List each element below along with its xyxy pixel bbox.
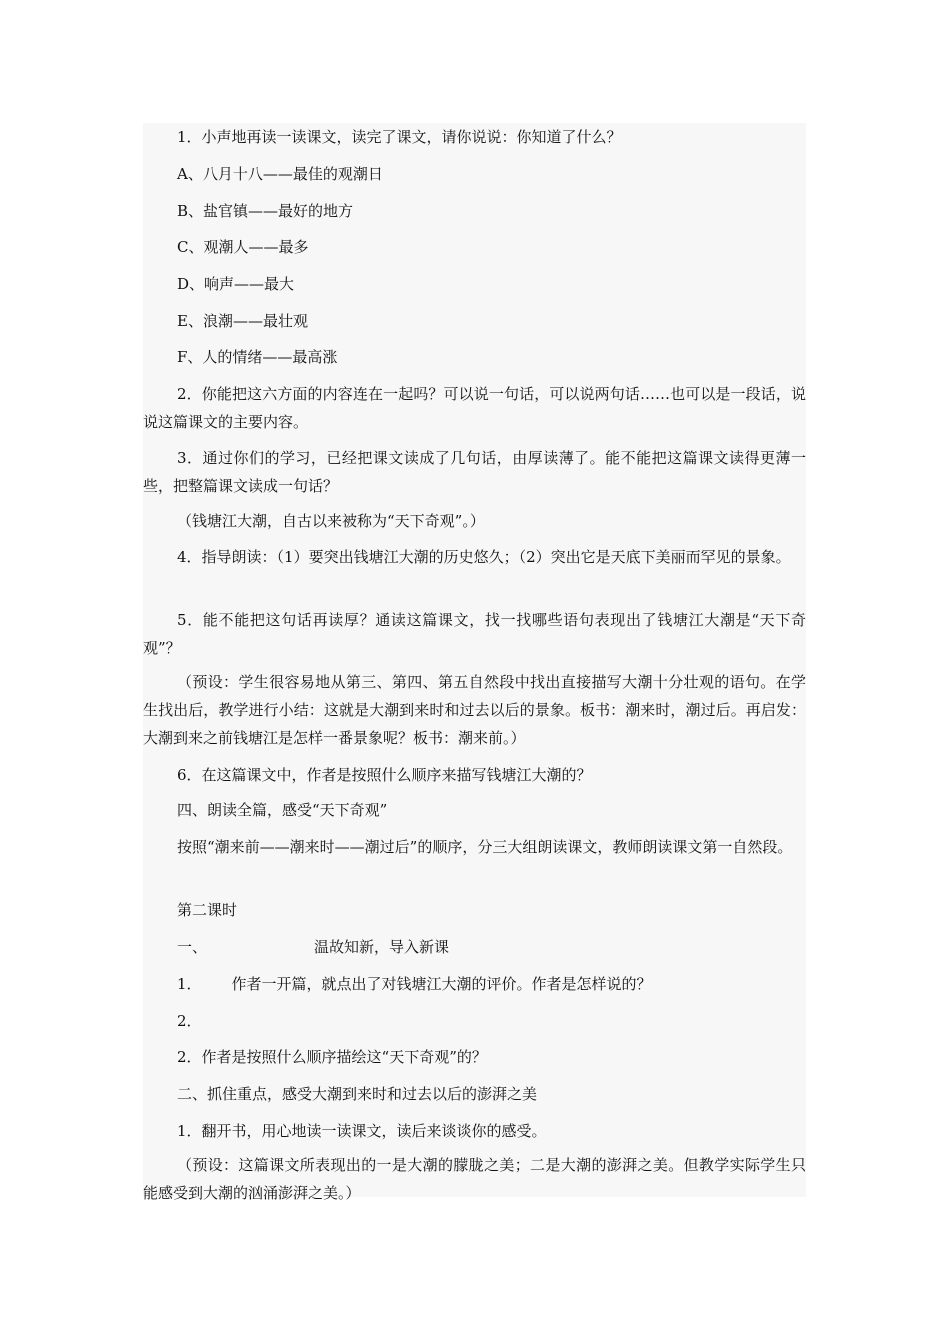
paragraph-q1c: 1．翻开书，用心地读一读课文，读后来谈谈你的感受。 xyxy=(177,1122,547,1140)
paragraph-q1: 1．小声地再读一读课文，读完了课文，请你说说：你知道了什么？ xyxy=(177,128,622,146)
list-item-e: E、浪潮——最壮观 xyxy=(177,312,308,330)
paragraph-q2b: 2．作者是按照什么顺序描绘这“天下奇观”的？ xyxy=(177,1048,487,1066)
list-item-d: D、响声——最大 xyxy=(177,275,295,293)
section-heading-4: 四、朗读全篇，感受“天下奇观” xyxy=(177,801,388,819)
paragraph-reading: 按照“潮来前——潮来时——潮过后”的顺序，分三大组朗读课文，教师朗读课文第一自然段。 xyxy=(177,838,793,856)
paragraph-answer: （钱塘江大潮，自古以来被称为“天下奇观”。） xyxy=(177,512,485,530)
paragraph-q6: 6．在这篇课文中，作者是按照什么顺序来描写钱塘江大潮的？ xyxy=(177,766,592,784)
lesson-heading: 第二课时 xyxy=(177,901,238,919)
list-item-f: F、人的情绪——最高涨 xyxy=(177,348,338,366)
section-number: 一、 xyxy=(177,938,208,956)
item-text: 作者一开篇，就点出了对钱塘江大潮的评价。作者是怎样说的？ xyxy=(231,975,652,993)
list-item-b: B、盐官镇——最好的地方 xyxy=(177,202,354,220)
paragraph-q3: 3．通过你们的学习，已经把课文读成了几句话，由厚读薄了。能不能把这篇课文读得更薄一些，把整篇课文读成一句话？ xyxy=(143,449,806,495)
section-heading-1 xyxy=(143,933,806,961)
paragraph-preset-1: （预设：学生很容易地从第三、第四、第五自然段中找出直接描写大潮十分壮观的语句。在学生找出后，教学进行小结：这就是大潮到来时和过去以后的景象。板书：潮来时，潮过后。再启发：大潮到来之前钱塘江是怎样一番景象呢？板书：潮来前。） xyxy=(143,673,806,747)
paragraph-q1b xyxy=(143,970,806,998)
paragraph-q5: 5．能不能把这句话再读厚？通读这篇课文，找一找哪些语句表现出了钱塘江大潮是“天下奇观”？ xyxy=(143,611,806,657)
list-item-c: C、观潮人——最多 xyxy=(177,238,309,256)
section-heading-2: 二、抓住重点，感受大潮到来时和过去以后的澎湃之美 xyxy=(177,1085,538,1103)
paragraph-q4: 4．指导朗读：（1）要突出钱塘江大潮的历史悠久；（2）突出它是天底下美丽而罕见的景象。 xyxy=(177,548,791,566)
document-body xyxy=(143,123,806,1202)
paragraph-preset-2: （预设：这篇课文所表现出的一是大潮的朦胧之美；二是大潮的澎湃之美。但教学实际学生只能感受到大潮的汹涌澎湃之美。） xyxy=(143,1156,806,1202)
paragraph-q2-empty: 2． xyxy=(177,1012,202,1030)
paragraph-q2: 2．你能把这六方面的内容连在一起吗？可以说一句话，可以说两句话……也可以是一段话，说说这篇课文的主要内容。 xyxy=(143,385,806,431)
list-item-a: A、八月十八——最佳的观潮日 xyxy=(177,165,383,183)
item-number: 1． xyxy=(177,975,202,993)
section-title: 温故知新，导入新课 xyxy=(314,938,450,956)
